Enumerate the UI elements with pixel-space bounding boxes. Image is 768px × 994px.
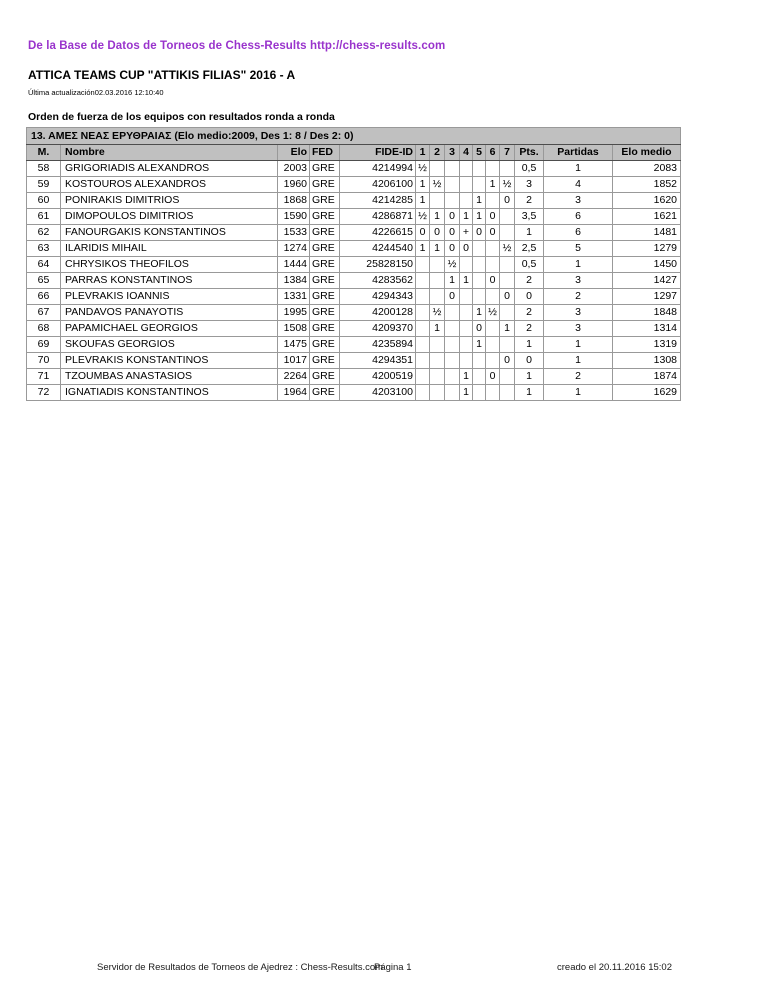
cell-round-4: 1	[460, 369, 473, 385]
table-row	[27, 369, 681, 385]
cell-fed: GRE	[310, 337, 340, 353]
cell-elo: 1331	[278, 289, 310, 305]
cell-points: 3	[515, 177, 544, 193]
cell-round-1	[416, 369, 430, 385]
cell-round-6: 0	[486, 273, 500, 289]
cell-round-4	[460, 193, 473, 209]
cell-fide-id: 4209370	[340, 321, 416, 337]
section-title: Orden de fuerza de los equipos con resultados ronda a ronda	[28, 111, 335, 123]
table-row	[27, 321, 681, 337]
cell-fide-id: 4244540	[340, 241, 416, 257]
cell-round-3: 1	[445, 273, 460, 289]
cell-fide-id: 4283562	[340, 273, 416, 289]
cell-points: 0	[515, 353, 544, 369]
column-header-row	[27, 145, 681, 161]
header-round-7: 7	[500, 145, 515, 161]
cell-no: 70	[27, 353, 61, 369]
cell-avg-elo: 1620	[613, 193, 681, 209]
cell-round-5	[473, 161, 486, 177]
cell-name: PAPAMICHAEL GEORGIOS	[61, 321, 278, 337]
cell-round-4	[460, 257, 473, 273]
header-fed: FED	[310, 145, 340, 161]
cell-avg-elo: 1621	[613, 209, 681, 225]
cell-round-1	[416, 305, 430, 321]
cell-no: 59	[27, 177, 61, 193]
cell-round-2	[430, 337, 445, 353]
cell-elo: 1995	[278, 305, 310, 321]
cell-round-3	[445, 321, 460, 337]
cell-no: 72	[27, 385, 61, 401]
cell-round-1	[416, 321, 430, 337]
cell-fide-id: 4200128	[340, 305, 416, 321]
cell-name: DIMOPOULOS DIMITRIOS	[61, 209, 278, 225]
cell-round-6: 0	[486, 209, 500, 225]
cell-round-2	[430, 369, 445, 385]
cell-avg-elo: 2083	[613, 161, 681, 177]
cell-avg-elo: 1629	[613, 385, 681, 401]
cell-name: IGNATIADIS KONSTANTINOS	[61, 385, 278, 401]
cell-round-2: 1	[430, 321, 445, 337]
cell-round-7	[500, 337, 515, 353]
cell-games: 1	[544, 353, 613, 369]
cell-round-1	[416, 257, 430, 273]
header-round-2: 2	[430, 145, 445, 161]
cell-games: 1	[544, 385, 613, 401]
cell-round-2	[430, 289, 445, 305]
cell-games: 1	[544, 257, 613, 273]
cell-round-6	[486, 321, 500, 337]
cell-games: 2	[544, 289, 613, 305]
cell-round-3	[445, 305, 460, 321]
cell-round-2: 1	[430, 241, 445, 257]
cell-round-3: 0	[445, 289, 460, 305]
cell-round-3: 0	[445, 241, 460, 257]
cell-points: 1	[515, 385, 544, 401]
table-row	[27, 385, 681, 401]
cell-points: 3,5	[515, 209, 544, 225]
cell-name: PANDAVOS PANAYOTIS	[61, 305, 278, 321]
cell-round-6	[486, 337, 500, 353]
cell-name: SKOUFAS GEORGIOS	[61, 337, 278, 353]
tournament-title: ATTICA TEAMS CUP "ATTIKIS FILIAS" 2016 - A	[28, 68, 296, 82]
footer-created-timestamp: creado el 20.11.2016 15:02	[557, 962, 672, 973]
cell-round-2: ½	[430, 305, 445, 321]
cell-round-3: 0	[445, 225, 460, 241]
cell-no: 65	[27, 273, 61, 289]
cell-elo: 2003	[278, 161, 310, 177]
cell-games: 3	[544, 305, 613, 321]
cell-round-2: 0	[430, 225, 445, 241]
cell-round-6	[486, 193, 500, 209]
cell-round-5	[473, 273, 486, 289]
table-row	[27, 289, 681, 305]
cell-round-1	[416, 353, 430, 369]
cell-points: 0	[515, 289, 544, 305]
cell-no: 69	[27, 337, 61, 353]
cell-round-3	[445, 369, 460, 385]
cell-round-7	[500, 257, 515, 273]
cell-round-6	[486, 257, 500, 273]
cell-name: KOSTOUROS ALEXANDROS	[61, 177, 278, 193]
header-round-4: 4	[460, 145, 473, 161]
cell-avg-elo: 1450	[613, 257, 681, 273]
cell-round-2	[430, 385, 445, 401]
cell-name: CHRYSIKOS THEOFILOS	[61, 257, 278, 273]
cell-round-7: 0	[500, 193, 515, 209]
cell-points: 2	[515, 193, 544, 209]
cell-fide-id: 4294351	[340, 353, 416, 369]
cell-fed: GRE	[310, 225, 340, 241]
cell-round-6: 0	[486, 225, 500, 241]
cell-round-7: ½	[500, 177, 515, 193]
cell-no: 61	[27, 209, 61, 225]
cell-avg-elo: 1319	[613, 337, 681, 353]
cell-round-6: 1	[486, 177, 500, 193]
cell-fed: GRE	[310, 321, 340, 337]
cell-round-3	[445, 193, 460, 209]
table-body	[27, 128, 681, 401]
cell-round-2	[430, 161, 445, 177]
cell-round-4: 1	[460, 273, 473, 289]
cell-no: 60	[27, 193, 61, 209]
cell-points: 1	[515, 337, 544, 353]
cell-round-5	[473, 385, 486, 401]
cell-name: PLEVRAKIS IOANNIS	[61, 289, 278, 305]
cell-fide-id: 4214285	[340, 193, 416, 209]
cell-games: 5	[544, 241, 613, 257]
cell-round-7	[500, 369, 515, 385]
cell-points: 2,5	[515, 241, 544, 257]
cell-points: 2	[515, 321, 544, 337]
cell-round-5	[473, 353, 486, 369]
cell-round-4	[460, 177, 473, 193]
cell-points: 0,5	[515, 161, 544, 177]
cell-elo: 1475	[278, 337, 310, 353]
cell-round-4	[460, 305, 473, 321]
cell-games: 1	[544, 337, 613, 353]
cell-points: 1	[515, 369, 544, 385]
cell-fide-id: 4294343	[340, 289, 416, 305]
cell-round-1: ½	[416, 209, 430, 225]
cell-round-5	[473, 369, 486, 385]
cell-round-2	[430, 193, 445, 209]
cell-no: 67	[27, 305, 61, 321]
header-round-6: 6	[486, 145, 500, 161]
cell-name: PONIRAKIS DIMITRIOS	[61, 193, 278, 209]
cell-elo: 2264	[278, 369, 310, 385]
cell-fed: GRE	[310, 161, 340, 177]
table-row	[27, 177, 681, 193]
cell-round-4: +	[460, 225, 473, 241]
cell-name: PLEVRAKIS KONSTANTINOS	[61, 353, 278, 369]
cell-elo: 1444	[278, 257, 310, 273]
cell-round-4	[460, 321, 473, 337]
header-points: Pts.	[515, 145, 544, 161]
cell-avg-elo: 1427	[613, 273, 681, 289]
cell-round-3	[445, 385, 460, 401]
cell-no: 68	[27, 321, 61, 337]
cell-round-6: 0	[486, 369, 500, 385]
cell-games: 1	[544, 161, 613, 177]
cell-round-6	[486, 161, 500, 177]
header-games: Partidas	[544, 145, 613, 161]
cell-round-7	[500, 305, 515, 321]
table-row	[27, 161, 681, 177]
cell-points: 0,5	[515, 257, 544, 273]
cell-points: 1	[515, 225, 544, 241]
cell-games: 6	[544, 225, 613, 241]
cell-round-1: 1	[416, 193, 430, 209]
cell-round-4	[460, 289, 473, 305]
cell-elo: 1508	[278, 321, 310, 337]
cell-no: 64	[27, 257, 61, 273]
cell-avg-elo: 1848	[613, 305, 681, 321]
header-name: Nombre	[61, 145, 278, 161]
cell-avg-elo: 1874	[613, 369, 681, 385]
cell-round-5: 1	[473, 193, 486, 209]
cell-round-2: 1	[430, 209, 445, 225]
cell-fed: GRE	[310, 385, 340, 401]
header-round-1: 1	[416, 145, 430, 161]
table-row	[27, 337, 681, 353]
cell-name: FANOURGAKIS KONSTANTINOS	[61, 225, 278, 241]
cell-round-1	[416, 337, 430, 353]
cell-round-5: 1	[473, 209, 486, 225]
cell-round-2	[430, 257, 445, 273]
cell-round-4: 1	[460, 209, 473, 225]
cell-round-5: 1	[473, 305, 486, 321]
cell-fed: GRE	[310, 353, 340, 369]
cell-round-7	[500, 385, 515, 401]
cell-round-2	[430, 353, 445, 369]
cell-round-5: 0	[473, 225, 486, 241]
cell-name: PARRAS KONSTANTINOS	[61, 273, 278, 289]
cell-fide-id: 4235894	[340, 337, 416, 353]
cell-fed: GRE	[310, 273, 340, 289]
cell-no: 58	[27, 161, 61, 177]
cell-fide-id: 4200519	[340, 369, 416, 385]
cell-games: 4	[544, 177, 613, 193]
cell-round-6	[486, 353, 500, 369]
cell-elo: 1964	[278, 385, 310, 401]
cell-round-3	[445, 353, 460, 369]
cell-round-3: ½	[445, 257, 460, 273]
cell-round-6	[486, 289, 500, 305]
team-caption-row	[27, 128, 681, 145]
cell-elo: 1960	[278, 177, 310, 193]
cell-avg-elo: 1852	[613, 177, 681, 193]
cell-round-7: 0	[500, 353, 515, 369]
cell-elo: 1590	[278, 209, 310, 225]
header-elo: Elo	[278, 145, 310, 161]
cell-name: TZOUMBAS ANASTASIOS	[61, 369, 278, 385]
table-row	[27, 305, 681, 321]
cell-elo: 1868	[278, 193, 310, 209]
cell-no: 62	[27, 225, 61, 241]
table-row	[27, 353, 681, 369]
cell-round-7: ½	[500, 241, 515, 257]
cell-round-5	[473, 289, 486, 305]
cell-round-3	[445, 161, 460, 177]
header-avg-elo: Elo medio	[613, 145, 681, 161]
cell-fide-id: 25828150	[340, 257, 416, 273]
cell-name: ILARIDIS MIHAIL	[61, 241, 278, 257]
cell-round-2	[430, 273, 445, 289]
cell-round-6: ½	[486, 305, 500, 321]
chess-results-db-link[interactable]: De la Base de Datos de Torneos de Chess-Results http://chess-results.com	[28, 40, 446, 52]
table-row	[27, 273, 681, 289]
table-row	[27, 225, 681, 241]
team-caption: 13. ΑΜΕΣ ΝΕΑΣ ΕΡΥΘΡΑΙΑΣ (Elo medio:2009, Des 1: 8 / Des 2: 0)	[27, 128, 681, 145]
last-update-timestamp: Última actualización02.03.2016 12:10:40	[28, 88, 164, 97]
cell-round-5: 0	[473, 321, 486, 337]
cell-avg-elo: 1297	[613, 289, 681, 305]
cell-games: 3	[544, 193, 613, 209]
cell-round-3: 0	[445, 209, 460, 225]
header-round-3: 3	[445, 145, 460, 161]
cell-games: 6	[544, 209, 613, 225]
cell-fed: GRE	[310, 193, 340, 209]
cell-fide-id: 4226615	[340, 225, 416, 241]
table-row	[27, 193, 681, 209]
cell-name: GRIGORIADIS ALEXANDROS	[61, 161, 278, 177]
cell-fed: GRE	[310, 369, 340, 385]
cell-avg-elo: 1279	[613, 241, 681, 257]
table-row	[27, 209, 681, 225]
cell-round-7: 1	[500, 321, 515, 337]
cell-round-1: ½	[416, 161, 430, 177]
cell-fed: GRE	[310, 289, 340, 305]
page-footer	[0, 962, 768, 982]
cell-round-7	[500, 209, 515, 225]
cell-fed: GRE	[310, 257, 340, 273]
header-fide-id: FIDE-ID	[340, 145, 416, 161]
cell-round-1	[416, 273, 430, 289]
cell-avg-elo: 1314	[613, 321, 681, 337]
cell-fed: GRE	[310, 241, 340, 257]
cell-round-7	[500, 225, 515, 241]
cell-fide-id: 4214994	[340, 161, 416, 177]
cell-round-2: ½	[430, 177, 445, 193]
cell-games: 2	[544, 369, 613, 385]
cell-fed: GRE	[310, 177, 340, 193]
cell-round-4	[460, 337, 473, 353]
cell-round-1	[416, 385, 430, 401]
table-row	[27, 241, 681, 257]
cell-round-3	[445, 177, 460, 193]
team-results-table	[26, 127, 681, 401]
cell-fide-id: 4286871	[340, 209, 416, 225]
cell-no: 63	[27, 241, 61, 257]
footer-server-text: Servidor de Resultados de Torneos de Ajedrez : Chess-Results.com	[97, 962, 384, 973]
cell-games: 3	[544, 273, 613, 289]
cell-avg-elo: 1308	[613, 353, 681, 369]
cell-round-6	[486, 241, 500, 257]
cell-fed: GRE	[310, 305, 340, 321]
cell-points: 2	[515, 305, 544, 321]
header-no: M.	[27, 145, 61, 161]
cell-round-4	[460, 161, 473, 177]
cell-elo: 1533	[278, 225, 310, 241]
table-row	[27, 257, 681, 273]
cell-round-1: 0	[416, 225, 430, 241]
cell-no: 71	[27, 369, 61, 385]
cell-fed: GRE	[310, 209, 340, 225]
cell-round-4: 1	[460, 385, 473, 401]
cell-round-1: 1	[416, 177, 430, 193]
cell-round-7: 0	[500, 289, 515, 305]
cell-round-4	[460, 353, 473, 369]
cell-round-3	[445, 337, 460, 353]
cell-round-1	[416, 289, 430, 305]
cell-no: 66	[27, 289, 61, 305]
cell-round-5: 1	[473, 337, 486, 353]
cell-elo: 1017	[278, 353, 310, 369]
cell-elo: 1384	[278, 273, 310, 289]
cell-elo: 1274	[278, 241, 310, 257]
cell-round-6	[486, 385, 500, 401]
cell-round-5	[473, 257, 486, 273]
footer-page-number: Página 1	[374, 962, 412, 973]
cell-round-7	[500, 273, 515, 289]
cell-round-7	[500, 161, 515, 177]
cell-games: 3	[544, 321, 613, 337]
cell-avg-elo: 1481	[613, 225, 681, 241]
cell-round-1: 1	[416, 241, 430, 257]
cell-fide-id: 4206100	[340, 177, 416, 193]
header-round-5: 5	[473, 145, 486, 161]
cell-round-5	[473, 241, 486, 257]
cell-fide-id: 4203100	[340, 385, 416, 401]
cell-round-5	[473, 177, 486, 193]
cell-round-4: 0	[460, 241, 473, 257]
cell-points: 2	[515, 273, 544, 289]
